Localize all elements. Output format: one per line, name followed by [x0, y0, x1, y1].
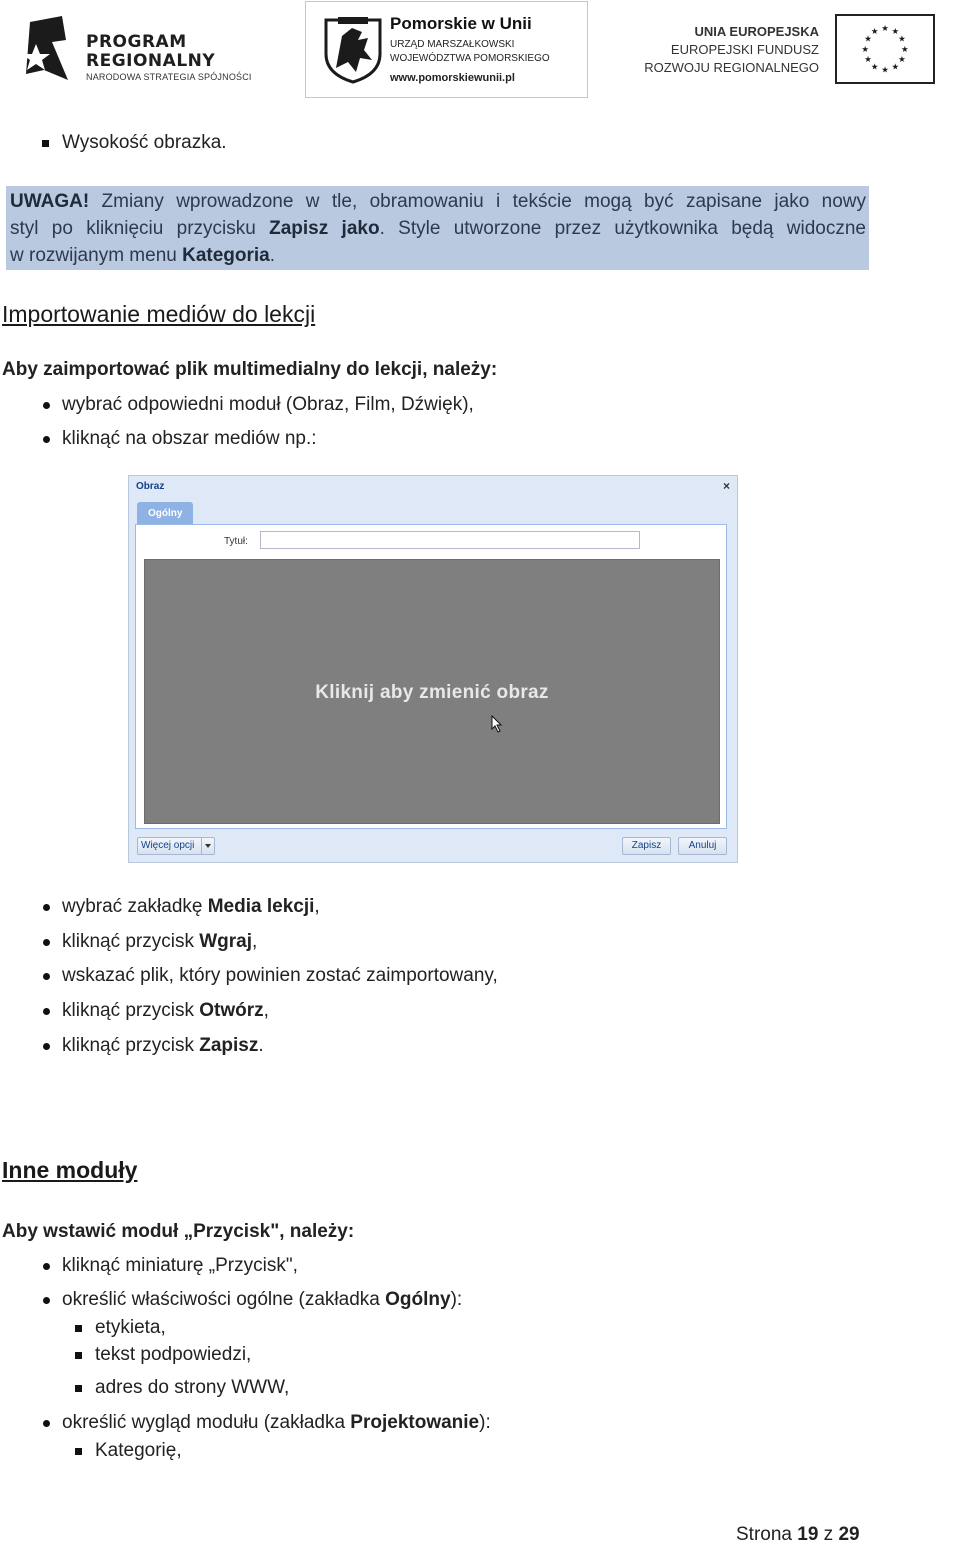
sub-list-item	[95, 1344, 251, 1366]
dialog-panel	[135, 524, 727, 829]
step-after: .	[258, 1035, 264, 1056]
list-item-after: ):	[450, 1289, 463, 1310]
pomorskie-griffin-icon	[322, 16, 384, 84]
intro-bullet-text: Wysokość obrazka.	[62, 132, 227, 153]
sub-list-item-text: etykieta,	[95, 1317, 166, 1338]
save-button[interactable]: Zapisz	[622, 837, 671, 855]
list-item-text: kliknąć na obszar mediów np.:	[62, 428, 317, 449]
sub-list-item-text: adres do strony WWW,	[95, 1377, 290, 1398]
cancel-button[interactable]: Anuluj	[678, 837, 727, 855]
step-after: ,	[252, 931, 258, 952]
svg-text:★: ★	[881, 64, 889, 75]
logo-program-regionalny	[22, 14, 252, 84]
program-title-line1: PROGRAM	[86, 32, 187, 52]
list-item	[62, 931, 257, 953]
step-text: wskazać plik, który powinien zostać zaimportowany,	[62, 965, 498, 986]
media-area-label: Kliknij aby zmienić obraz	[315, 682, 549, 703]
step-text: kliknąć przycisk	[62, 1000, 200, 1021]
notice-line-1-text: Zmiany wprowadzone w tle, obramowaniu i tekście mogą być zapisane jako nowy	[89, 191, 866, 212]
eu-line3: ROZWOJU REGIONALNEGO	[644, 60, 819, 75]
sub-list-item	[95, 1377, 289, 1399]
list-item	[62, 1289, 462, 1311]
program-title-line2: REGIONALNY	[86, 51, 216, 71]
page-number	[736, 1524, 860, 1546]
step-bold: Media lekcji	[207, 896, 315, 917]
page-number-separator: z	[818, 1524, 839, 1545]
notice-line-3-text-b: .	[269, 245, 276, 266]
list-item-after: ):	[479, 1412, 491, 1433]
notice-line-1	[10, 188, 866, 215]
page-number-current: 19	[797, 1524, 819, 1545]
svg-text:★: ★	[881, 23, 889, 34]
svg-text:★: ★	[898, 54, 906, 65]
notice-box	[6, 186, 869, 270]
logo-unia-europejska	[644, 14, 940, 86]
close-icon[interactable]: ×	[722, 479, 730, 493]
pomorskie-line2: URZĄD MARSZAŁKOWSKI	[390, 39, 515, 50]
step-bold: Wgraj	[199, 931, 253, 952]
program-subtitle: NARODOWA STRATEGIA SPÓJNOŚCI	[86, 72, 252, 82]
list-item	[62, 1035, 264, 1057]
title-input[interactable]	[260, 531, 640, 549]
chevron-down-icon[interactable]	[201, 838, 214, 854]
tab-ogolny[interactable]	[137, 502, 193, 526]
step-text: kliknąć przycisk	[62, 1035, 200, 1056]
notice-line-2-text-a: styl po kliknięciu przycisku	[10, 218, 270, 239]
step-bold: Otwórz	[199, 1000, 264, 1021]
notice-label: UWAGA!	[10, 191, 90, 212]
pomorskie-url: www.pomorskiewunii.pl	[390, 72, 515, 84]
svg-text:★: ★	[898, 33, 906, 44]
svg-text:★: ★	[870, 61, 879, 72]
eu-flag-icon	[835, 14, 935, 84]
step-text: wybrać zakładkę	[62, 896, 208, 917]
list-item-text: kliknąć miniaturę „Przycisk",	[62, 1255, 298, 1276]
list-item	[62, 394, 474, 416]
pomorskie-line3: WOJEWÓDZTWA POMORSKIEGO	[390, 53, 550, 64]
list-item-bold: Ogólny	[385, 1289, 451, 1310]
svg-text:★: ★	[891, 61, 900, 72]
svg-text:★: ★	[861, 43, 869, 54]
more-options-button[interactable]	[137, 837, 215, 855]
step-after: ,	[263, 1000, 269, 1021]
list-item-bold: Projektowanie	[350, 1412, 480, 1433]
list-item-text: wybrać odpowiedni moduł (Obraz, Film, Dźwięk),	[62, 394, 474, 415]
list-item	[62, 896, 320, 918]
notice-kategoria: Kategoria	[182, 245, 270, 266]
dialog-titlebar	[129, 476, 737, 498]
intro-bullet	[62, 132, 227, 154]
svg-text:★: ★	[864, 33, 872, 44]
step-text: kliknąć przycisk	[62, 931, 200, 952]
notice-line-3-text-a: w rozwijanym menu	[10, 245, 183, 266]
step-after: ,	[314, 896, 320, 917]
svg-text:★: ★	[864, 54, 872, 65]
sub-list-item	[95, 1440, 182, 1462]
eu-line2: EUROPEJSKI FUNDUSZ	[670, 42, 819, 57]
list-item	[62, 1412, 491, 1434]
dialog-title: Obraz	[136, 481, 165, 492]
media-area[interactable]	[144, 559, 720, 824]
pomorskie-title: Pomorskie w Unii	[390, 14, 532, 33]
notice-line-2	[10, 215, 866, 242]
section-heading-media: Importowanie mediów do lekcji	[2, 301, 316, 327]
sub-list-item-text: Kategorię,	[95, 1440, 182, 1461]
list-item	[62, 428, 317, 450]
program-regionalny-mark-icon	[22, 14, 76, 84]
section-media-lead: Aby zaimportować plik multimedialny do lekcji, należy:	[2, 359, 498, 380]
notice-zapisz-jako: Zapisz jako	[269, 218, 380, 239]
svg-text:★: ★	[891, 25, 900, 36]
list-item	[62, 965, 498, 987]
mouse-cursor-icon	[491, 715, 503, 733]
sub-list-item	[95, 1317, 166, 1339]
step-bold: Zapisz	[199, 1035, 259, 1056]
list-item-text: określić właściwości ogólne (zakładka	[62, 1289, 386, 1310]
list-item	[62, 1255, 298, 1277]
notice-line-3	[10, 242, 866, 269]
title-field-label: Tytuł:	[224, 536, 248, 547]
svg-text:★: ★	[901, 43, 909, 54]
tab-ogolny-label: Ogólny	[148, 508, 183, 519]
list-item-text: określić wygląd modułu (zakładka	[62, 1412, 351, 1433]
page-number-total: 29	[838, 1524, 860, 1545]
svg-text:★: ★	[870, 25, 879, 36]
list-item	[62, 1000, 269, 1022]
page-number-prefix: Strona	[736, 1524, 798, 1545]
more-options-label: Więcej opcji	[141, 840, 195, 851]
sub-list-item-text: tekst podpowiedzi,	[95, 1344, 252, 1365]
logo-pomorskie-w-unii	[305, 1, 588, 98]
notice-line-2-text-b: . Style utworzone przez użytkownika będą widoczne	[379, 218, 867, 239]
image-module-dialog	[128, 475, 738, 863]
section-other-lead: Aby wstawić moduł „Przycisk", należy:	[2, 1221, 355, 1242]
section-heading-other: Inne moduły	[2, 1157, 138, 1183]
eu-line1: UNIA EUROPEJSKA	[694, 24, 819, 39]
